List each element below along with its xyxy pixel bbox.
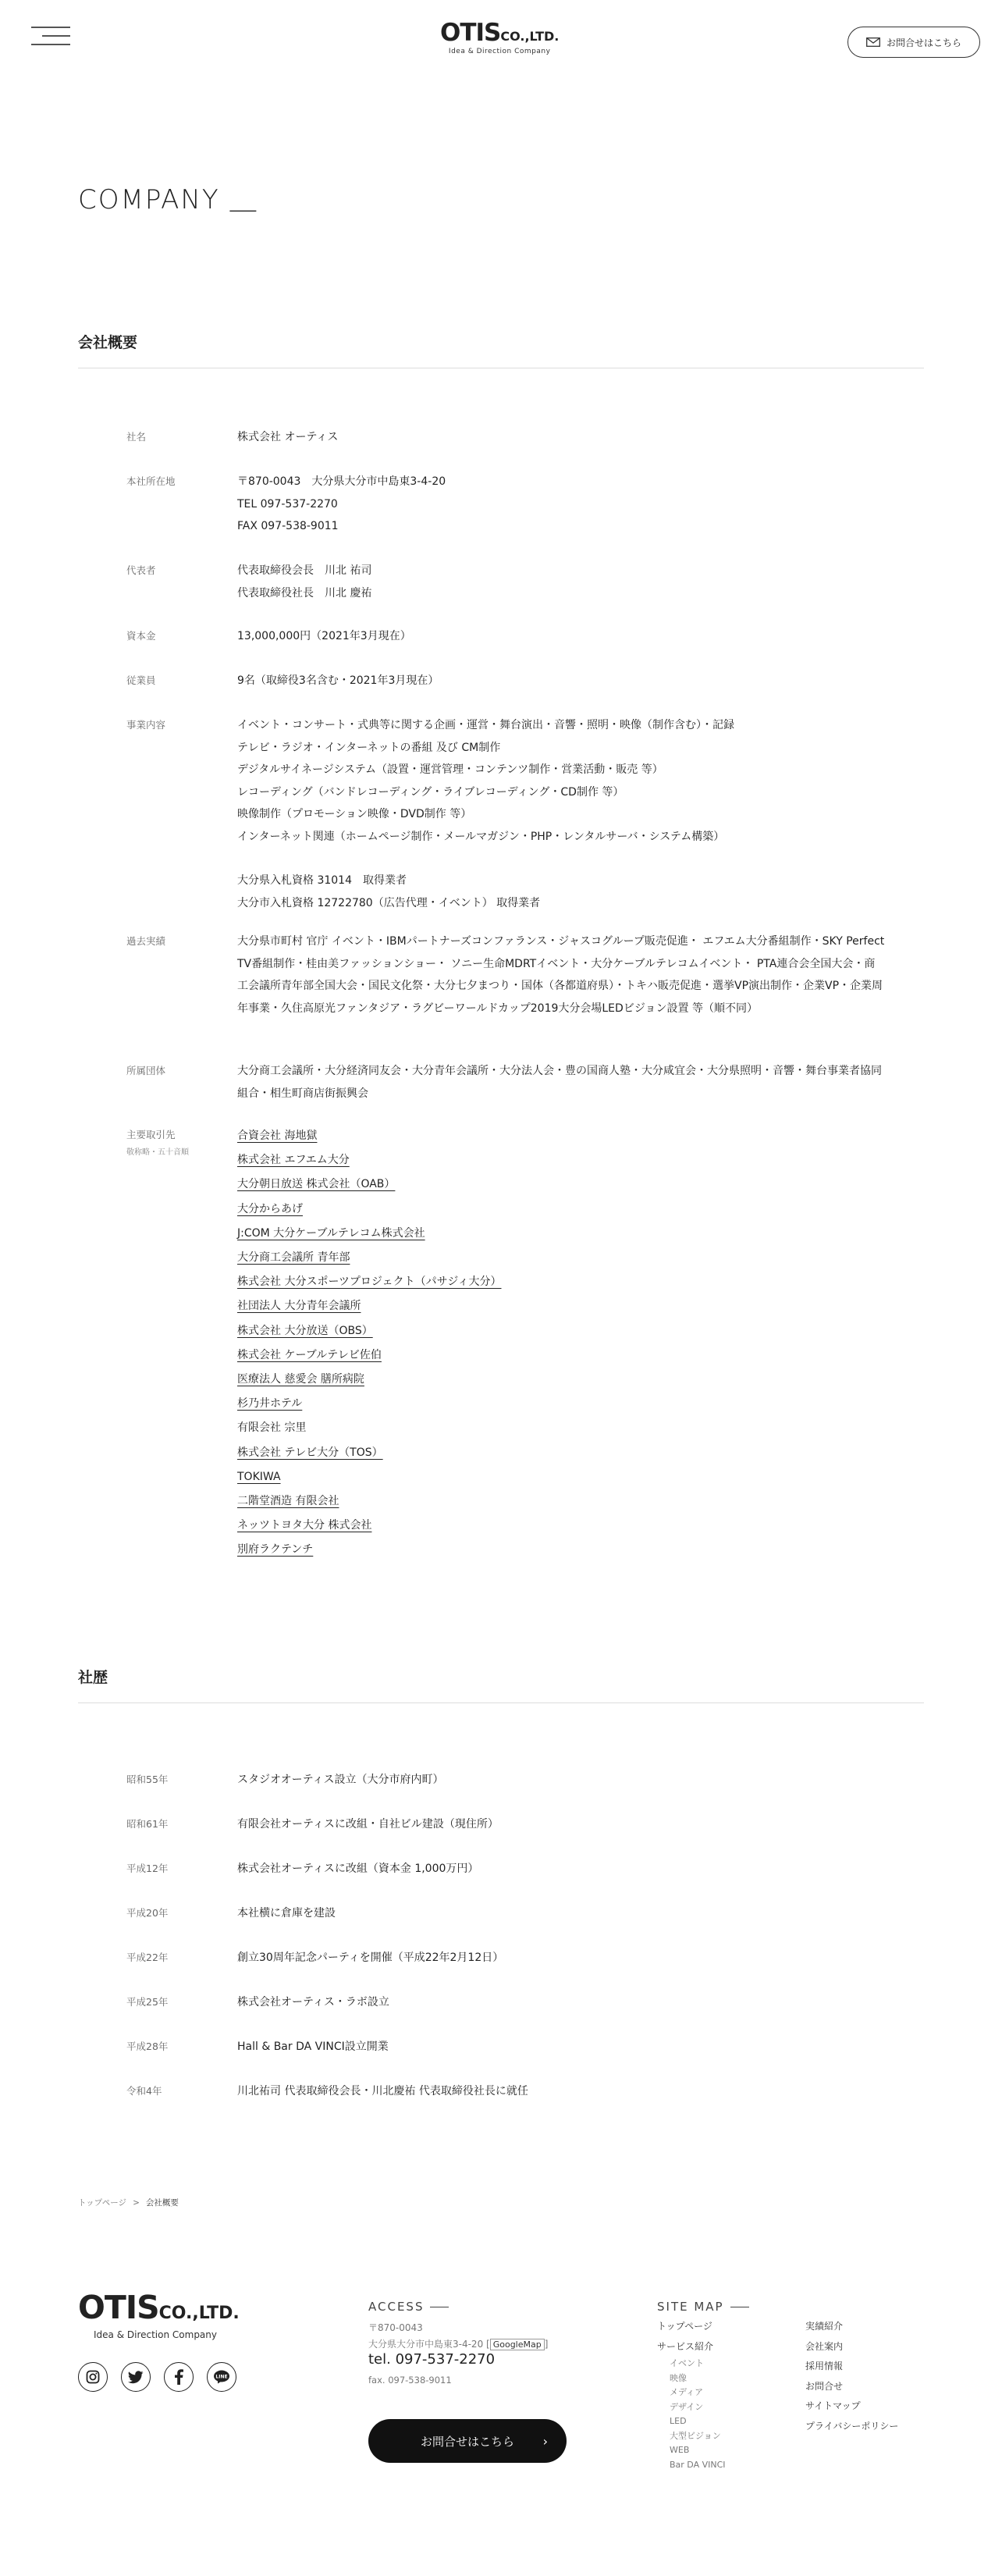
info-line xyxy=(237,848,885,870)
twitter-icon xyxy=(128,2371,144,2384)
sitemap-title: SITE MAP xyxy=(657,2300,749,2314)
sitemap-link[interactable]: サービス紹介 xyxy=(657,2340,714,2352)
sitemap-column-1 xyxy=(657,2317,726,2472)
clients-row xyxy=(126,1124,885,1563)
info-value xyxy=(237,714,885,914)
client-link[interactable]: 株式会社 エフエム大分 xyxy=(237,1154,350,1167)
info-line: 大分市入札資格 12722780（広告代理・イベント） 取得業者 xyxy=(237,896,541,909)
client-link[interactable]: 社団法人 大分青年会議所 xyxy=(237,1300,361,1313)
info-line: 〒870-0043 大分県大分市中島東3-4-20 xyxy=(237,475,446,488)
history-text: 川北祐司 代表取締役会長・川北慶祐 代表取締役社長に就任 xyxy=(237,2085,528,2097)
info-line: 大分商工会議所・大分経済同友会・大分青年会議所・大分法人会・豊の国商人塾・大分咸宜会・大分県照明・音響・舞台事業者協同組合・相生町商店街振興会 xyxy=(237,1065,882,1100)
contact-button-label: お問合せはこちら xyxy=(886,37,961,48)
menu-bar xyxy=(31,27,70,28)
info-label: 事業内容 xyxy=(126,719,166,731)
history-year: 令和4年 xyxy=(126,2085,162,2097)
info-value xyxy=(237,1060,885,1105)
history-year: 昭和55年 xyxy=(126,1774,169,1785)
info-row xyxy=(126,670,885,692)
breadcrumb-separator: > xyxy=(133,2197,140,2208)
client-link[interactable]: 大分商工会議所 青年部 xyxy=(237,1251,350,1265)
info-row xyxy=(126,426,885,449)
footer-postal: 〒870-0043 xyxy=(368,2322,423,2333)
facebook-icon xyxy=(174,2369,183,2385)
info-line: 株式会社 オーティス xyxy=(237,431,339,443)
client-link[interactable]: 株式会社 大分放送（OBS） xyxy=(237,1324,373,1337)
sitemap-link[interactable]: お問合せ xyxy=(805,2380,844,2392)
googlemap-link[interactable]: GoogleMap xyxy=(490,2339,545,2350)
history-year: 平成25年 xyxy=(126,1996,169,2008)
history-row xyxy=(126,1858,885,1880)
history-row xyxy=(126,1813,885,1836)
history-row xyxy=(126,1902,885,1925)
sitemap-link[interactable]: プライバシーポリシー xyxy=(805,2420,899,2432)
sitemap-link[interactable]: 会社案内 xyxy=(805,2340,844,2352)
info-line: 9名（取締役3名含む・2021年3月現在） xyxy=(237,674,439,687)
info-value xyxy=(237,560,885,604)
history-row xyxy=(126,1947,885,1969)
menu-button[interactable] xyxy=(31,27,70,45)
access-title: ACCESS xyxy=(368,2300,449,2314)
footer-logo-tagline: Idea & Direction Company xyxy=(94,2329,217,2340)
info-label: 所属団体 xyxy=(126,1065,166,1076)
sitemap-link[interactable]: 実績紹介 xyxy=(805,2321,844,2332)
sitemap-link[interactable]: 採用情報 xyxy=(805,2361,844,2371)
facebook-link[interactable] xyxy=(164,2362,194,2392)
line-link[interactable] xyxy=(207,2362,236,2392)
info-line: 大分県市町村 官庁 イベント・IBMパートナーズコンファランス・ジャスコグループ販売促進・ エフエム大分番組制作・SKY Perfect TV番組制作・桂由美ファッションショー・ ソニー生命MDRTイベント・大分ケーブルテレコムイベント・ PTA連合会全国大会・商工会議所青年部全国大会・国民文化祭・大分七夕まつり・国体（各都道府県）・トキハ販売促進・選挙VP演出制作・企業VP・企業周年事業・久住高原光ファンタジア・ラグビーワールドカップ2019大分会場LEDビジョン設置 等（順不同） xyxy=(237,935,885,1015)
history-year: 平成12年 xyxy=(126,1863,169,1874)
info-line: 映像制作（プロモーション映像・DVD制作 等） xyxy=(237,808,472,820)
client-link[interactable]: ネッツトヨタ大分 株式会社 xyxy=(237,1519,372,1532)
history-row xyxy=(126,2080,885,2103)
info-value xyxy=(237,670,885,692)
logo-main: OTIS xyxy=(440,19,501,47)
history-text: 本社横に倉庫を建設 xyxy=(237,1907,336,1920)
client-link[interactable]: 株式会社 テレビ大分（TOS） xyxy=(237,1446,383,1459)
site-logo[interactable] xyxy=(440,20,559,55)
history-text: Hall & Bar DA VINCI設立開業 xyxy=(237,2041,389,2053)
menu-bar xyxy=(31,44,70,45)
social-links xyxy=(78,2362,236,2392)
info-label: 従業員 xyxy=(126,674,156,686)
clients-label xyxy=(126,1124,237,1563)
clients-note: 敬称略・五十音順 xyxy=(126,1148,189,1157)
footer-fax: fax. 097-538-9011 xyxy=(368,2375,452,2386)
footer-contact-label: お問合せはこちら xyxy=(420,2434,514,2449)
instagram-link[interactable] xyxy=(78,2362,108,2392)
client-link[interactable]: 二階堂酒造 有限会社 xyxy=(237,1495,339,1508)
client-name: 有限会社 宗里 xyxy=(237,1421,307,1435)
breadcrumb-home[interactable]: トップページ xyxy=(78,2198,127,2208)
info-value xyxy=(237,426,885,449)
info-label: 社名 xyxy=(126,431,147,443)
client-link[interactable]: TOKIWA xyxy=(237,1470,281,1483)
client-link[interactable]: 杉乃井ホテル xyxy=(237,1397,303,1411)
history-year: 昭和61年 xyxy=(126,1818,169,1830)
clients-label-text: 主要取引先 xyxy=(126,1129,176,1140)
breadcrumb xyxy=(78,2197,179,2208)
history-text: 株式会社オーティスに改組（資本金 1,000万円） xyxy=(237,1863,479,1875)
history-row xyxy=(126,1769,885,1791)
info-line: 大分県入札資格 31014 取得業者 xyxy=(237,874,407,887)
client-link[interactable]: 合資会社 海地獄 xyxy=(237,1130,318,1142)
sitemap-link[interactable]: Bar DA VINCI xyxy=(670,2459,726,2470)
contact-button[interactable] xyxy=(847,27,980,58)
sitemap-link[interactable]: メディア xyxy=(670,2387,704,2397)
clients-list xyxy=(237,1124,885,1563)
info-value xyxy=(237,930,885,1019)
logo-tagline: Idea & Direction Company xyxy=(448,48,551,55)
sitemap-link[interactable]: デザイン xyxy=(670,2401,704,2412)
instagram-icon xyxy=(86,2370,100,2384)
mail-icon xyxy=(866,37,880,47)
info-line: 代表取締役社長 川北 慶祐 xyxy=(237,586,372,600)
info-value xyxy=(237,471,885,538)
history-text: 株式会社オーティス・ラボ設立 xyxy=(237,1996,389,2008)
info-line: レコーディング（バンドレコーディング・ライブレコーディング・CD制作 等） xyxy=(237,785,624,799)
info-line: テレビ・ラジオ・インターネットの番組 及び CM制作 xyxy=(237,741,501,754)
line-icon xyxy=(213,2370,230,2384)
client-link[interactable]: 医療法人 慈愛会 膳所病院 xyxy=(237,1373,364,1386)
overview-heading: 会社概要 xyxy=(78,334,138,351)
info-label: 過去実績 xyxy=(126,935,166,947)
info-line: イベント・コンサート・式典等に関する企画・運営・舞台演出・音響・照明・映像（制作含む）・記録 xyxy=(237,719,734,731)
sitemap-link[interactable]: トップページ xyxy=(657,2321,712,2332)
line-icon-text: LINE xyxy=(215,2374,228,2380)
info-label: 資本金 xyxy=(126,630,156,642)
client-link[interactable]: 株式会社 ケーブルテレビ佐伯 xyxy=(237,1348,382,1361)
footer-logo-suffix: CO.,LTD. xyxy=(158,2304,240,2323)
sitemap-link[interactable]: WEB xyxy=(670,2445,690,2455)
sitemap-link[interactable]: イベント xyxy=(670,2358,704,2368)
info-label: 代表者 xyxy=(126,564,156,576)
info-label: 本社所在地 xyxy=(126,475,176,487)
sitemap-link[interactable]: サイトマップ xyxy=(805,2400,861,2411)
sitemap-link[interactable]: 大型ビジョン xyxy=(670,2430,721,2441)
history-year: 平成20年 xyxy=(126,1907,169,1919)
footer-tel[interactable]: tel. 097-537-2270 xyxy=(368,2351,496,2368)
info-row xyxy=(126,625,885,648)
client-link[interactable]: J:COM 大分ケーブルテレコム株式会社 xyxy=(237,1226,425,1240)
sitemap-link[interactable]: LED xyxy=(670,2416,687,2426)
info-row xyxy=(126,560,885,604)
history-row xyxy=(126,1991,885,2014)
logo-suffix: CO.,LTD. xyxy=(500,29,560,44)
info-row xyxy=(126,1060,885,1105)
chevron-right-icon: › xyxy=(542,2433,548,2449)
page-title: COMPANY ＿ xyxy=(78,184,258,215)
client-link[interactable]: 大分からあげ xyxy=(237,1202,303,1215)
info-row xyxy=(126,930,885,1019)
client-link[interactable]: 別府ラクテンチ xyxy=(237,1543,314,1557)
info-line: 13,000,000円（2021年3月現在） xyxy=(237,630,411,642)
history-year: 平成22年 xyxy=(126,1952,169,1963)
menu-bar xyxy=(42,35,70,37)
client-link[interactable]: 大分朝日放送 株式会社（OAB） xyxy=(237,1178,396,1191)
info-line: TEL 097-537-2270 xyxy=(237,497,338,511)
sitemap-column-2 xyxy=(805,2317,898,2436)
breadcrumb-current: 会社概要 xyxy=(145,2198,179,2208)
history-text: 創立30周年記念パーティを開催（平成22年2月12日） xyxy=(237,1952,504,1964)
client-link[interactable]: 株式会社 大分スポーツプロジェクト（パサジィ大分） xyxy=(237,1276,502,1289)
footer-street: 大分県大分市中島東3-4-20 xyxy=(368,2339,484,2350)
sitemap-link[interactable]: 映像 xyxy=(670,2372,687,2383)
history-row xyxy=(126,2036,885,2058)
info-line: FAX 097-538-9011 xyxy=(237,520,339,532)
footer-logo-main: OTIS xyxy=(78,2289,159,2326)
info-line: インターネット関連（ホームページ制作・メールマガジン・PHP・レンタルサーバ・システム構築） xyxy=(237,830,725,843)
info-value xyxy=(237,625,885,648)
info-line: 代表取締役会長 川北 祐司 xyxy=(237,564,372,577)
history-heading: 社歴 xyxy=(78,1669,108,1686)
footer-logo[interactable] xyxy=(78,2289,240,2340)
history-text: 有限会社オーティスに改組・自社ビル建設（現住所） xyxy=(237,1818,499,1831)
history-text: スタジオオーティス設立（大分市府内町） xyxy=(237,1774,444,1786)
info-line: デジタルサイネージシステム（設置・運営管理・コンテンツ制作・営業活動・販売 等） xyxy=(237,763,663,776)
footer-address: 〒870-0043 大分県大分市中島東3-4-20 [ GoogleMap ] xyxy=(368,2320,548,2353)
info-row xyxy=(126,471,885,538)
footer-contact-button[interactable] xyxy=(368,2419,567,2463)
history-year: 平成28年 xyxy=(126,2041,169,2052)
twitter-link[interactable] xyxy=(121,2362,151,2392)
info-row xyxy=(126,714,885,914)
